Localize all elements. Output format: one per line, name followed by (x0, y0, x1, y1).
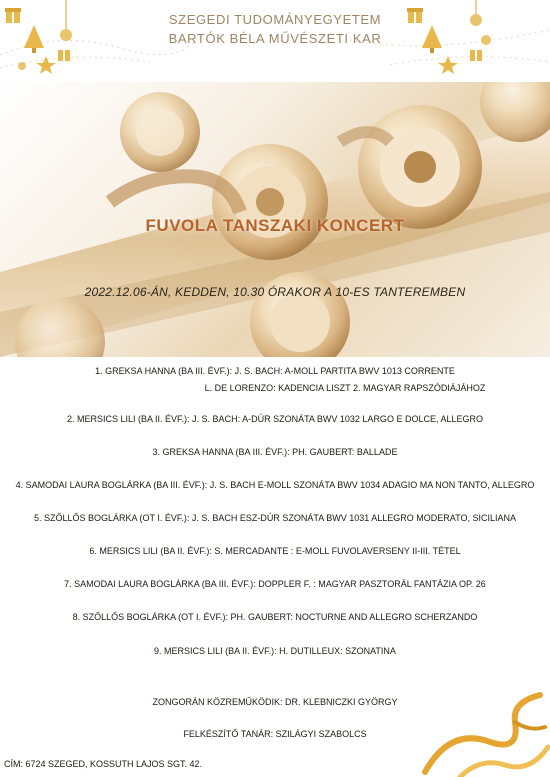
header (0, 0, 550, 82)
ornament-icon (470, 0, 482, 26)
teacher-credit: FELKÉSZÍTŐ TANÁR: SZILÁGYI SZABOLCS (183, 729, 367, 739)
program-item: 4. SAMODAI LAURA BOGLÁRKA (BA III. ÉVF.): J. S. BACH E-MOLL SZONÁTA BWV 1034 ADAGIO MA NON TANTO, ALLEGRO (15, 480, 535, 490)
pianist-credit: ZONGORÁN KÖZREMŰKÖDIK: DR. KLEBNICZKI GYÖRGY (152, 697, 398, 707)
ornament-icon (18, 62, 26, 70)
address: CÍM: 6724 SZEGED, KOSSUTH LAJOS SGT. 42. (4, 759, 203, 769)
hero-banner (0, 82, 550, 357)
program-item: 2. MERSICS LILI (BA II. ÉVF.): J. S. BACH: A-DÚR SZONÁTA BWV 1032 LARGO E DOLCE, ALLEGRO (67, 414, 483, 424)
program-item: 1. GREKSA HANNA (BA III. ÉVF.): J. S. BACH: A-MOLL PARTITA BWV 1013 CORRENTE L. DE LORENZO: KADENCIA LISZT 2. MAGYAR RAPSZÓDIÁJÁHOZ (95, 366, 486, 393)
star-icon (438, 56, 458, 74)
program-item: 9. MERSICS LILI (BA II. ÉVF.): H. DUTILLEUX: SZONATINA (154, 646, 396, 656)
christmas-tree-icon (422, 25, 442, 53)
concert-title: FUVOLA TANSZAKI KONCERT (145, 216, 405, 235)
ornament-icon (481, 35, 491, 45)
program-item: 5. SZŐLLŐS BOGLÁRKA (OT I. ÉVF.): J. S. BACH ESZ-DÚR SZONÁTA BWV 1031 ALLEGRO MODERATO, SICILIANA (34, 513, 516, 523)
concert-date-location: 2022.12.06-ÁN, KEDDEN, 10.30 ÓRAKOR A 10-ES TANTEREMBEN (84, 285, 466, 299)
program-item: 7. SAMODAI LAURA BOGLÁRKA (BA III. ÉVF.): DOPPLER F. : MAGYAR PASZTORÁL FANTÁZIA OP. 26 (64, 579, 486, 589)
program-item: 3. GREKSA HANNA (BA III. ÉVF.): PH. GAUBERT: BALLADE (152, 447, 398, 457)
university-name: SZEGEDI TUDOMÁNYEGYETEM (168, 12, 382, 27)
program-item: 6. MERSICS LILI (BA II. ÉVF.): S. MERCADANTE : E-MOLL FUVOLAVERSENY II-III. TÉTEL (89, 546, 461, 556)
gift-icon (407, 8, 423, 23)
gift-icon (470, 50, 482, 61)
christmas-decoration-right (350, 0, 550, 82)
gold-ribbon-decoration (420, 687, 550, 777)
star-icon (36, 56, 56, 74)
gift-icon (58, 50, 70, 61)
faculty-name: BARTÓK BÉLA MŰVÉSZETI KAR (168, 31, 382, 46)
program-item: 8. SZŐLLŐS BOGLÁRKA (OT I. ÉVF.): PH. GAUBERT: NOCTURNE AND ALLEGRO SCHERZANDO (72, 612, 478, 622)
